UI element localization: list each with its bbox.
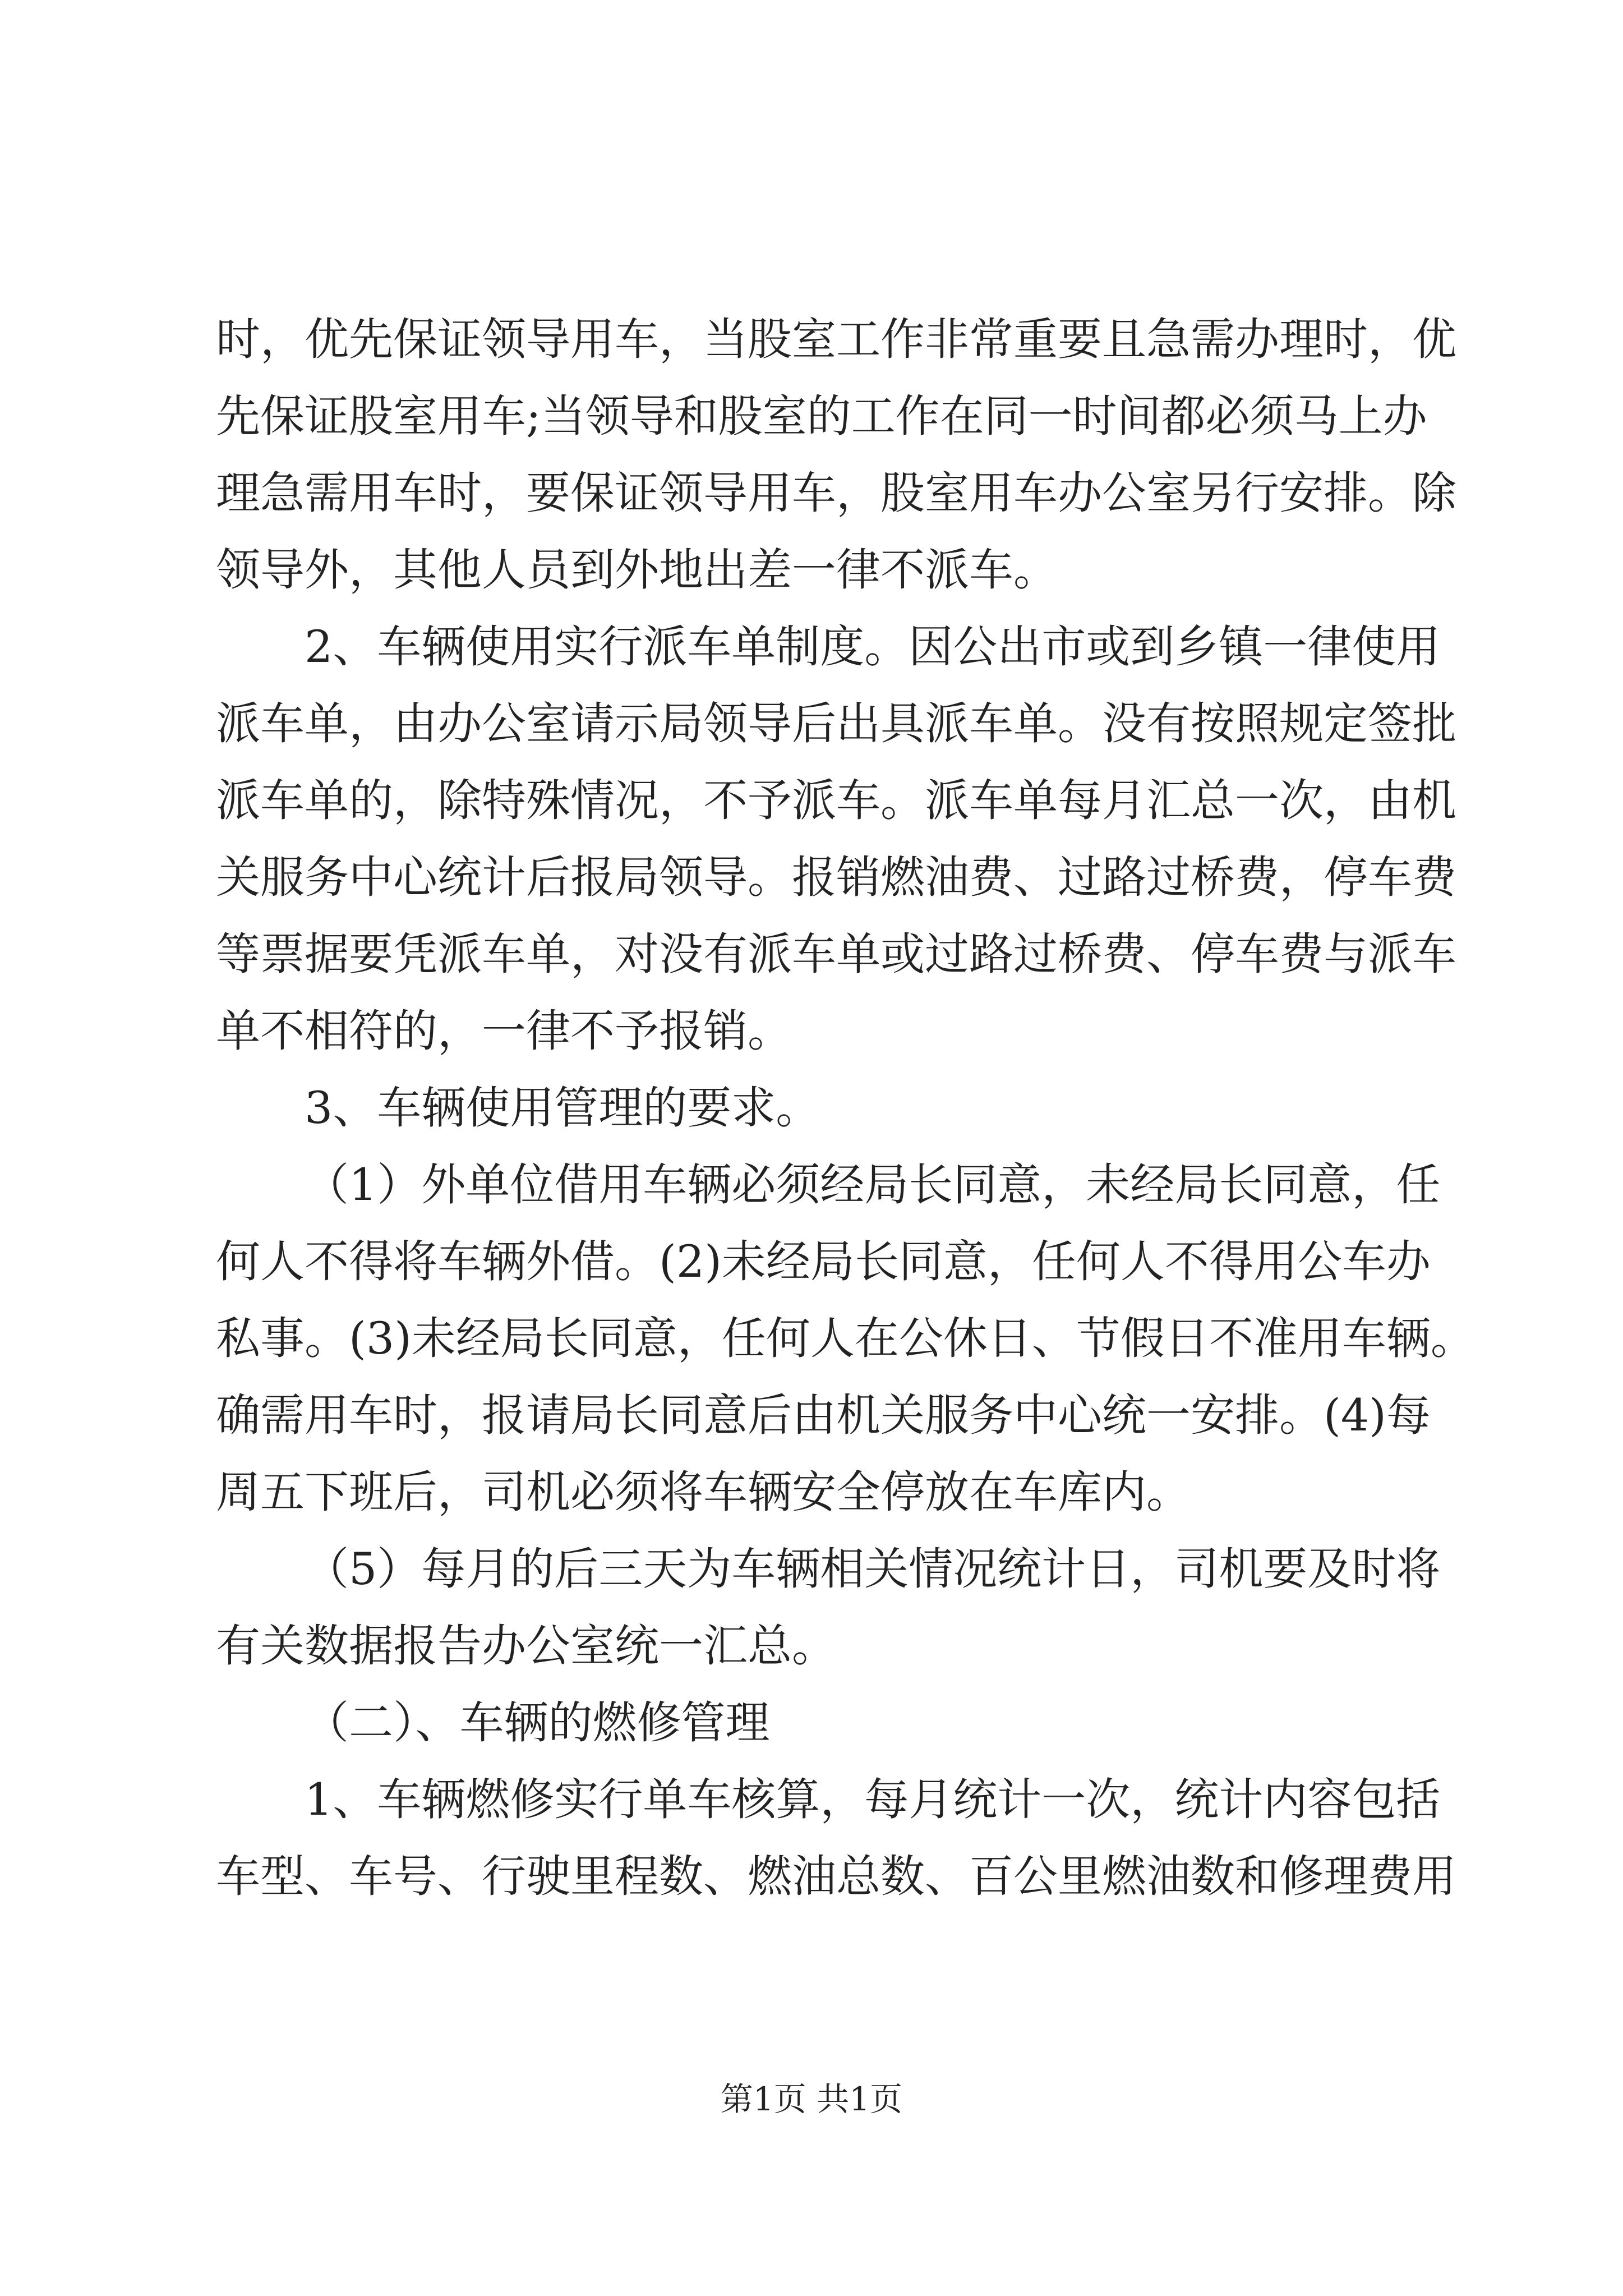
text-line: 等票据要凭派车单，对没有派车单或过路过桥费、停车费与派车 (216, 928, 1456, 980)
text-line: 派车单的，除特殊情况，不予派车。派车单每月汇总一次，由机 (216, 775, 1456, 826)
text-line: 领导外，其他人员到外地出差一律不派车。 (216, 544, 1058, 596)
text-line: 周五下班后，司机必须将车辆安全停放在车库内。 (216, 1466, 1191, 1518)
text-line: 理急需用车时，要保证领导用车，股室用车办公室另行安排。除 (216, 467, 1456, 519)
text-line: 派车单，由办公室请示局领导后出具派车单。没有按照规定签批 (216, 698, 1456, 749)
text-line: 私事。(3)未经局长同意，任何人在公休日、节假日不准用车辆。 (216, 1313, 1475, 1364)
section-heading: 3、车辆使用管理的要求。 (305, 1082, 820, 1134)
text-line: 何人不得将车辆外借。(2)未经局长同意，任何人不得用公车办 (216, 1236, 1431, 1287)
text-line: 时，优先保证领导用车，当股室工作非常重要且急需办理时，优 (216, 314, 1456, 365)
subsection-heading: （二）、车辆的燃修管理 (305, 1697, 770, 1749)
text-line: 先保证股室用车;当领导和股室的工作在同一时间都必须马上办 (216, 390, 1427, 442)
text-line: 车型、车号、行驶里程数、燃油总数、百公里燃油数和修理费用 (216, 1851, 1456, 1902)
text-line: 关服务中心统计后报局领导。报销燃油费、过路过桥费，停车费 (216, 852, 1456, 903)
page-number-footer: 第1页 共1页 (720, 2080, 903, 2118)
text-line: 有关数据报告办公室统一汇总。 (216, 1620, 836, 1672)
text-line: 单不相符的，一律不予报销。 (216, 1005, 792, 1057)
paragraph-heading: 2、车辆使用实行派车单制度。因公出市或到乡镇一律使用 (305, 621, 1441, 673)
text-line: （1）外单位借用车辆必须经局长同意，未经局长同意，任 (305, 1159, 1441, 1211)
text-line: （5）每月的后三天为车辆相关情况统计日，司机要及时将 (305, 1543, 1441, 1595)
text-line: 确需用车时，报请局长同意后由机关服务中心统一安排。(4)每 (216, 1389, 1431, 1441)
text-line: 1、车辆燃修实行单车核算，每月统计一次，统计内容包括 (305, 1774, 1441, 1825)
